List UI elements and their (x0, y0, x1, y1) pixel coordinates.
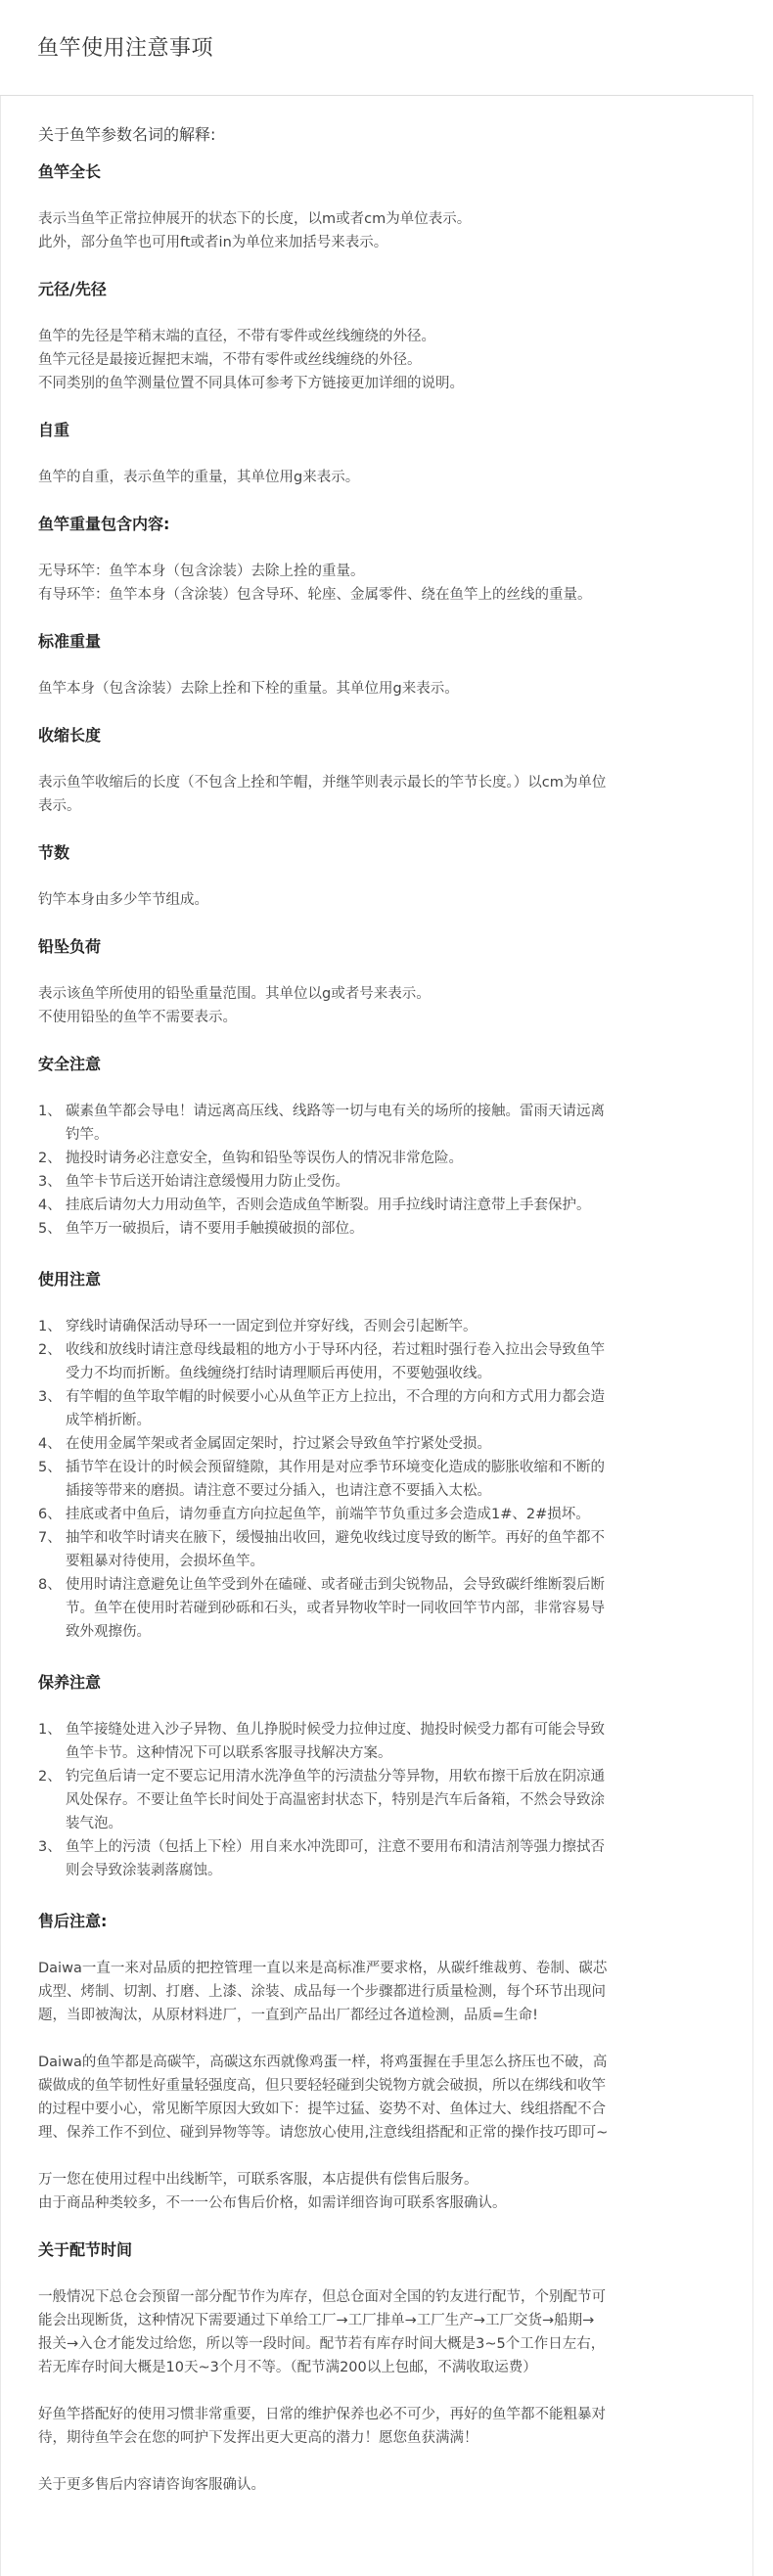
list-item-line: 鱼竿上的污渍（包括上下栓）用自来水冲洗即可，注意不要用布和清洁剂等强力擦拭否 (66, 1839, 605, 1855)
list-item-line: 穿线时请确保活动导环一一固定到位并穿好线，否则会引起断竿。 (66, 1319, 477, 1334)
list-item (38, 1432, 715, 1456)
definition-section (38, 841, 715, 912)
paragraph (38, 2473, 715, 2497)
paragraph-line: 成型、烤制、切割、打磨、上漆、涂装、成品每一个步骤都进行质量检测，每个环节出现问 (38, 1984, 606, 2000)
list-item (38, 1765, 715, 1835)
paragraph (38, 888, 715, 912)
list-item-line: 收线和放线时请注意母线最粗的地方小于导环内径，若过粗时强行卷入拉出会导致鱼竿 (66, 1342, 605, 1358)
list-item-number: 5、 (38, 1460, 62, 1475)
list-item-line: 抽竿和收竿时请夹在腋下，缓慢抽出收回，避免收线过度导致的断竿。再好的鱼竿都不 (66, 1530, 605, 1546)
paragraph (38, 2285, 715, 2379)
paragraph-line: Daiwa的鱼竿都是高碳竿，高碳这东西就像鸡蛋一样，将鸡蛋握在手里怎么挤压也不破，高 (38, 2055, 608, 2070)
list-item-number: 2、 (38, 1151, 62, 1166)
section-title: 铅坠负荷 (38, 937, 102, 956)
maintenance-section (38, 1671, 715, 1882)
list-item-line: 节。鱼竿在使用时若碰到砂砾和石头，或者异物收竿时一同收回竿节内部，非常容易导 (66, 1601, 605, 1616)
paragraph-line: 表示该鱼竿所使用的铅坠重量范围。其单位以g或者号来表示。 (38, 986, 431, 1002)
definition-section (38, 630, 715, 700)
list-item-number: 4、 (38, 1198, 62, 1213)
paragraph-line: 鱼竿的自重，表示鱼竿的重量，其单位用g来表示。 (38, 470, 360, 485)
definition-section (38, 724, 715, 818)
paragraph-line: 钓竿本身由多少竿节组成。 (38, 892, 208, 908)
list-item-number: 8、 (38, 1577, 62, 1593)
list-item-number: 5、 (38, 1221, 62, 1237)
section-title: 鱼竿全长 (38, 162, 102, 181)
section-title: 关于配节时间 (38, 2240, 133, 2259)
list-item-line: 插接等带来的磨损。请注意不要过分插入，也请注意不要插入太松。 (66, 1483, 491, 1499)
section-title: 自重 (38, 421, 70, 439)
list-item-line: 钓完鱼后请一定不要忘记用清水洗净鱼竿的污渍盐分等异物，用软布擦干后放在阴凉通 (66, 1769, 605, 1785)
page-header (0, 0, 753, 96)
list-item (38, 1456, 715, 1503)
paragraph-line: 关于更多售后内容请咨询客服确认。 (38, 2477, 265, 2493)
paragraph-line: 一般情况下总仓会预留一部分配节作为库存，但总仓面对全国的钓友进行配节，个别配节可 (38, 2289, 606, 2305)
list-item (38, 1170, 715, 1194)
paragraph-line: 理、保养工作不到位、碰到异物等等。请您放心使用,注意线组搭配和正常的操作技巧即可~ (38, 2125, 609, 2141)
section-title: 安全注意 (38, 1055, 102, 1073)
section-title: 售后注意: (38, 1912, 108, 1930)
section-title: 保养注意 (38, 1673, 102, 1692)
paragraph (38, 560, 715, 607)
section-title: 标准重量 (38, 632, 102, 651)
intro-text: 关于鱼竿参数名词的解释: (38, 125, 216, 144)
paragraph-line: 能会出现断货，这种情况下需要通过下单给工厂→工厂排单→工厂生产→工厂交货→船期→ (38, 2313, 595, 2328)
section-title: 使用注意 (38, 1270, 102, 1288)
paragraph-line: 待，期待鱼竿会在您的呵护下发挥出更大更高的潜力！愿您鱼获满满！ (38, 2430, 478, 2446)
list-item (38, 1385, 715, 1432)
list-item-line: 致外观擦伤。 (66, 1624, 151, 1640)
paragraph (38, 982, 715, 1029)
paragraph-line: 鱼竿元径是最接近握把末端，不带有零件或丝线缠绕的外径。 (38, 352, 422, 368)
safety-section (38, 1053, 715, 1241)
paragraph-line: 不同类别的鱼竿测量位置不同具体可参考下方链接更加详细的说明。 (38, 376, 464, 391)
paragraph-line: 由于商品种类较多，不一一公布售后价格，如需详细咨询可联系客服确认。 (38, 2195, 507, 2211)
list-item-number: 7、 (38, 1530, 62, 1546)
list-item-line: 插节竿在设计的时候会预留缝隙，其作用是对应季节环境变化造成的膨胀收缩和不断的 (66, 1460, 605, 1475)
list-item-number: 6、 (38, 1507, 62, 1522)
list-item-number: 1、 (38, 1319, 62, 1334)
after-sales-sections (38, 1910, 715, 2497)
list-item-line: 鱼竿万一破损后，请不要用手触摸破损的部位。 (66, 1221, 364, 1237)
list-item-line: 受力不均而折断。鱼线缠绕打结时请理顺后再使用，不要勉强收线。 (66, 1366, 491, 1381)
paragraph (38, 2168, 715, 2215)
content-panel (0, 96, 753, 2576)
list-item (38, 1503, 715, 1526)
paragraph (38, 677, 715, 700)
paragraph-line: 万一您在使用过程中出线断竿，可联系客服，本店提供有偿售后服务。 (38, 2172, 478, 2188)
list-item (38, 1573, 715, 1644)
notice-sections (38, 1053, 715, 1882)
definition-section (38, 513, 715, 607)
section-title: 鱼竿重量包含内容: (38, 515, 170, 533)
usage-list (38, 1315, 715, 1644)
paragraph-line: 不使用铅坠的鱼竿不需要表示。 (38, 1010, 237, 1025)
paragraph-line: 碳做成的鱼竿韧性好重量轻强度高，但只要轻轻碰到尖锐物方就会破损，所以在绑线和收竿 (38, 2078, 606, 2094)
term-definitions (38, 160, 715, 1029)
paragraph-line: 表示。 (38, 798, 81, 814)
section-title: 节数 (38, 843, 70, 862)
list-item-line: 则会导致涂装剥落腐蚀。 (66, 1863, 222, 1878)
list-item-line: 风处保存。不要让鱼竿长时间处于高温密封状态下，特别是汽车后备箱，不然会导致涂 (66, 1792, 605, 1808)
definition-section (38, 160, 715, 254)
list-item (38, 1526, 715, 1573)
maintenance-list (38, 1718, 715, 1882)
paragraph-line: 鱼竿的先径是竿稍末端的直径，不带有零件或丝线缠绕的外径。 (38, 329, 435, 344)
list-item (38, 1338, 715, 1385)
definition-section (38, 278, 715, 395)
list-item-number: 3、 (38, 1174, 62, 1190)
paragraph (38, 207, 715, 254)
list-item-line: 要粗暴对待使用，会损坏鱼竿。 (66, 1554, 264, 1569)
section-title: 元径/先径 (38, 280, 107, 298)
paragraph-line: 若无库存时间大概是10天~3个月不等。（配节满200以上包邮，不满收取运费） (38, 2360, 537, 2375)
paragraph-line: 的过程中要小心，常见断竿原因大致如下：提竿过猛、姿势不对、鱼体过大、线组搭配不合 (38, 2101, 606, 2117)
paragraph (38, 2051, 715, 2145)
paragraph-line: 好鱼竿搭配好的使用习惯非常重要，日常的维护保养也必不可少，再好的鱼竿都不能粗暴对 (38, 2407, 606, 2422)
list-item-line: 抛投时请务必注意安全，鱼钩和铅坠等误伤人的情况非常危险。 (66, 1151, 463, 1166)
page-title: 鱼竿使用注意事项 (37, 36, 214, 61)
list-item (38, 1194, 715, 1217)
list-item-number: 3、 (38, 1839, 62, 1855)
paragraph-line: 报关→入仓才能发过给您，所以等一段时间。配节若有库存时间大概是3~5个工作日左右， (38, 2336, 606, 2352)
paragraph-line: 表示当鱼竿正常拉伸展开的状态下的长度，以m或者cm为单位表示。 (38, 211, 472, 227)
list-item-number: 4、 (38, 1436, 62, 1452)
parts-time-section (38, 2238, 715, 2497)
list-item-line: 鱼竿卡节。这种情况下可以联系客服寻找解决方案。 (66, 1745, 392, 1761)
paragraph-line: 无导环竿：鱼竿本身（包含涂装）去除上拴的重量。 (38, 564, 365, 579)
paragraph (38, 771, 715, 818)
list-item-line: 在使用金属竿架或者金属固定架时，拧过紧会导致鱼竿拧紧处受损。 (66, 1436, 491, 1452)
usage-section (38, 1268, 715, 1644)
paragraph-line: Daiwa一直一来对品质的把控管理一直以来是高标准严要求格，从碳纤维裁剪、卷制、碳芯 (38, 1961, 608, 1976)
paragraph (38, 1957, 715, 2027)
list-item (38, 1718, 715, 1765)
paragraph (38, 2403, 715, 2450)
paragraph-line: 题，当即被淘汰，从原材料进厂，一直到产品出厂都经过各道检测，品质=生命! (38, 2008, 538, 2023)
list-item-line: 挂底或者中鱼后，请勿垂直方向拉起鱼竿，前端竿节负重过多会造成1#、2#损坏。 (66, 1507, 590, 1522)
paragraph-line: 鱼竿本身（包含涂装）去除上拴和下栓的重量。其单位用g来表示。 (38, 681, 459, 697)
paragraph-line: 表示鱼竿收缩后的长度（不包含上拴和竿帽，并继竿则表示最长的竿节长度。）以cm为单位 (38, 775, 607, 791)
list-item-line: 钓竿。 (66, 1127, 109, 1143)
paragraph (38, 325, 715, 395)
list-item (38, 1100, 715, 1147)
list-item-line: 鱼竿接缝处进入沙子异物、鱼儿挣脱时候受力拉伸过度、抛投时候受力都有可能会导致 (66, 1722, 605, 1738)
list-item (38, 1835, 715, 1882)
paragraph (38, 466, 715, 489)
list-item-line: 碳素鱼竿都会导电！请远离高压线、线路等一切与电有关的场所的接触。雷雨天请远离 (66, 1104, 605, 1119)
list-item-number: 2、 (38, 1342, 62, 1358)
paragraph-line: 有导环竿：鱼竿本身（含涂装）包含导环、轮座、金属零件、绕在鱼竿上的丝线的重量。 (38, 587, 592, 603)
list-item-number: 3、 (38, 1389, 62, 1405)
definition-section (38, 935, 715, 1029)
paragraph-line: 此外，部分鱼竿也可用ft或者in为单位来加括号来表示。 (38, 235, 388, 250)
after-sales-section (38, 1910, 715, 2215)
list-item-line: 挂底后请勿大力用动鱼竿，否则会造成鱼竿断裂。用手拉线时请注意带上手套保护。 (66, 1198, 591, 1213)
list-item-line: 装气泡。 (66, 1816, 122, 1831)
list-item (38, 1315, 715, 1338)
list-item-line: 有竿帽的鱼竿取竿帽的时候要小心从鱼竿正方上拉出，不合理的方向和方式用力都会造 (66, 1389, 605, 1405)
safety-list (38, 1100, 715, 1241)
list-item-number: 2、 (38, 1769, 62, 1785)
definition-section (38, 419, 715, 489)
list-item-line: 使用时请注意避免让鱼竿受到外在磕碰、或者碰击到尖锐物品，会导致碳纤维断裂后断 (66, 1577, 605, 1593)
section-title: 收缩长度 (38, 726, 102, 745)
list-item-number: 1、 (38, 1722, 62, 1738)
list-item-line: 鱼竿卡节后送开始请注意缓慢用力防止受伤。 (66, 1174, 349, 1190)
list-item-line: 成竿梢折断。 (66, 1413, 151, 1428)
list-item (38, 1217, 715, 1241)
list-item (38, 1147, 715, 1170)
list-item-number: 1、 (38, 1104, 62, 1119)
